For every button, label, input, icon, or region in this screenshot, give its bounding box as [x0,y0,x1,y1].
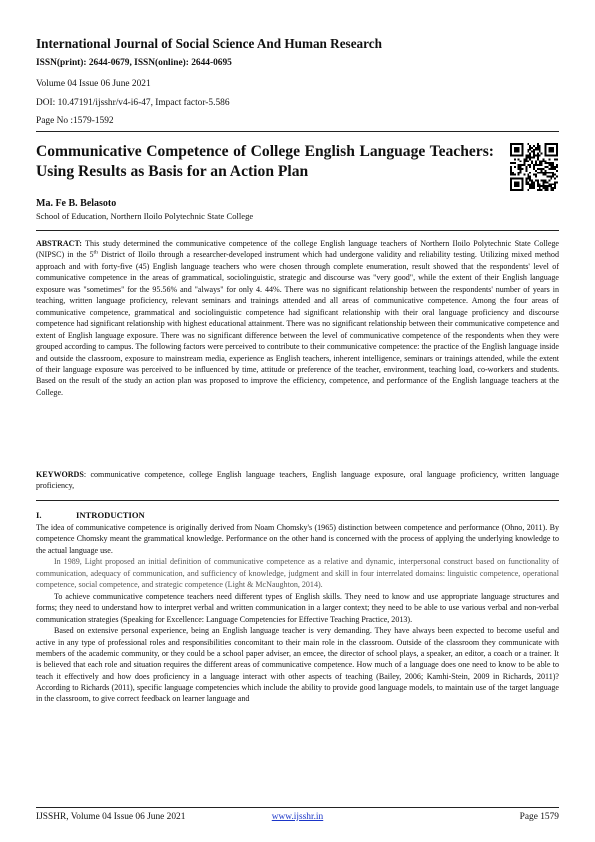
keywords-text: : communicative competence, college English language teachers, English language exposure, oral language proficiency, written language proficiency, [36,470,559,491]
volume-line: Volume 04 Issue 06 June 2021 [36,79,151,89]
body-paragraph-2: In 1989, Light proposed an initial definition of communicative competence as a relative and dynamic, interpersonal construct based on functionality of communication, adequacy of communication, and sufficiency of knowledge, judgment and skill in four interrelated domains: linguistic competence, operational competence, social competence, and strategic competence (Light & McNaughton, 2014). [36,557,559,590]
doi-line: DOI: 10.47191/ijsshr/v4-i6-47, Impact factor-5.586 [36,98,230,108]
qr-code-icon [510,143,558,191]
section-number: I. [36,510,42,520]
body-paragraph-1: The idea of communicative competence is originally derived from Noam Chomsky's (1965) distinction between competence and performance (Ohno, 2011). By competence Chomsky meant the grammatical knowledge. Performance on the other hand is concerned with the process of applying the underlying knowledge to the actual language use. [36,523,559,555]
body-text [36,522,559,789]
body-paragraph-4: Based on extensive personal experience, being an English language teacher is very demanding. They have always been expected to become useful and active in any type of professional roles and responsibilities concomitant to their main role in the classroom. Outside of the classroom they communicate with members of the academic community, or they could be a school paper adviser, an emcee, the director of school plays, a speaker, an editor, a coach or a trainer. It is believed that each role and situation requires the different areas of communicative competence. How much of a language does one need to know to be able to teach it effectively and how does proficiency in a language interact with other aspects of teaching (Bailey, 2006; Kamhi-Stein, 2009 in Richards, 2011)? According to Richards (2011), specific language competencies which include the ability to provide good language models, to maintain use of the target language in the classroom, to give correct feedback on learner language and [36,626,559,704]
header-rule [36,131,559,132]
author-name: Ma. Fe B. Belasoto [36,198,117,209]
section-heading [36,510,145,520]
paper-title: Communicative Competence of College English Language Teachers: Using Results as Basis for an Action Plan [36,143,494,180]
page-range-line: Page No :1579-1592 [36,116,114,126]
abstract-top-rule [36,230,559,231]
abstract-text-part2: District of Iloilo through a researcher-developed instrument which had undergone validity and reliability testing. Utilizing mixed method approach and with forty-five (45) English language teachers who were chosen through complete enumeration, result showed that the respondents' level of communicative competence in the areas of grammatical, sociolinguistic, strategic and discourse was "very good", while the extent of their English language exposure was "sometimes" for the 95.56% and "always" for only 4. 44%. There was no significant relationship between the respondents' number of years in teaching, written language proficiency, relevant seminars and trainings attended and all areas of communicative competence. Among the four areas of communicative competence, grammatical and sociolinguistic competence had significant relationship with their oral language proficiency and discourse competence had significant relationship with highest educational attainment. There was no significant relationship between their communicative competence and extent of English language exposure. There was no significant difference between the level of communicative competence of the respondents when they were grouped according to campus. The following factors were perceived to contribute to their communicative competence: the practice of the English language inside and outside the classroom, exposure to mainstream media, experience as English teachers, inherent intelligence, seminars or trainings attended, while the extent of their language exposure was perceived to be influenced by time, attitude or preference of the teacher, environment, teaching load, co-workers and students. Based on the result of the study an action plan was proposed to improve the efficiency, competence, and performance of the English language teachers at the College. [36,250,559,397]
author-affiliation: School of Education, Northern Iloilo Polytechnic State College [36,211,254,221]
footer-page-number: Page 1579 [519,812,559,822]
keywords-label: KEYWORDS [36,470,84,479]
keywords-bottom-rule [36,500,559,501]
keywords [36,469,559,492]
abstract-label: ABSTRACT: [36,239,82,248]
abstract [36,238,559,398]
footer-rule [36,807,559,808]
abstract-text-part1: This study determined the communicative competence of the college English language teachers of Northern Iloilo Polytechnic State College (NIPSC) in the 5 [36,239,559,260]
abstract-superscript: th [93,249,98,256]
footer-website-link[interactable]: www.ijsshr.in [271,812,324,822]
journal-title: International Journal of Social Science And Human Research [36,36,382,51]
issn-line: ISSN(print): 2644-0679, ISSN(online): 2644-0695 [36,58,232,68]
section-title: INTRODUCTION [76,510,145,520]
footer-journal-info: IJSSHR, Volume 04 Issue 06 June 2021 [36,812,186,822]
body-paragraph-3: To achieve communicative competence teachers need different types of English skills. They need to know and use appropriate language structures and forms; they need to understand how to interpret verbal and written communication in a larger context; they need to be able to use various verbal and non-verbal communication strategies (Speaking for Excellence: Language Competencies for Effective Teaching Practice, 2013). [36,591,559,624]
